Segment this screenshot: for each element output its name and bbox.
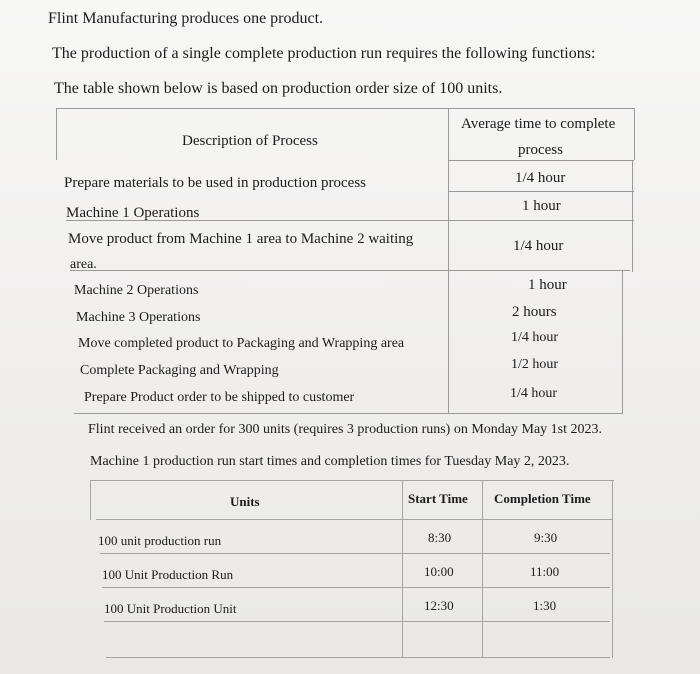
header-description: Description of Process [182, 133, 318, 149]
process-table [56, 108, 634, 413]
schedule-row-start: 10:00 [424, 564, 454, 579]
table-divider [104, 621, 610, 622]
table-border [56, 108, 634, 109]
table-divider [96, 519, 612, 520]
process-row-time: 1/4 hour [511, 330, 559, 345]
table-border [612, 480, 613, 658]
intro-line-1: Flint Manufacturing produces one product. [48, 10, 324, 27]
process-row-description: Complete Packaging and Wrapping [80, 363, 279, 378]
header-completion-time: Completion Time [494, 491, 591, 506]
schedule-row-units: 100 Unit Production Run [102, 567, 234, 582]
process-row-description: Machine 3 Operations [76, 310, 201, 325]
table-border [90, 480, 614, 481]
process-row-description: Machine 2 Operations [74, 283, 199, 298]
table-border [632, 160, 633, 272]
schedule-row-completion: 11:00 [530, 564, 560, 579]
order-info-line-1: Flint received an order for 300 units (requires 3 production runs) on Monday May 1st 2023. [88, 422, 603, 437]
header-start-time: Start Time [408, 491, 468, 506]
schedule-table [90, 480, 614, 658]
process-row-time: 1/4 hour [513, 238, 564, 254]
table-column-divider [448, 108, 449, 413]
process-row-description-cont: area. [70, 257, 97, 272]
schedule-row-completion: 9:30 [534, 530, 558, 545]
header-time-cont: process [518, 142, 563, 158]
table-column-divider [482, 480, 483, 658]
header-units: Units [230, 494, 260, 509]
process-row-time: 1/2 hour [511, 357, 559, 372]
header-time: Average time to complete [461, 116, 616, 132]
table-divider [448, 191, 634, 192]
schedule-row-units: 100 unit production run [98, 533, 222, 548]
process-row-description: Move completed product to Packaging and Wrapping area [78, 336, 405, 351]
process-row-time: 1 hour [528, 277, 567, 293]
process-row-time: 1 hour [522, 198, 561, 214]
process-row-description: Prepare materials to be used in production process [64, 175, 366, 191]
schedule-row-units: 100 Unit Production Unit [104, 601, 237, 616]
process-row-description: Move product from Machine 1 area to Machine 2 waiting [68, 231, 414, 247]
table-border [56, 108, 57, 160]
process-row-description: Machine 1 Operations [66, 205, 200, 221]
table-column-divider [402, 480, 403, 658]
table-border [634, 108, 635, 160]
table-divider [100, 553, 610, 554]
process-row-time: 1/4 hour [510, 386, 558, 401]
schedule-row-start: 12:30 [424, 598, 454, 613]
table-divider [102, 587, 610, 588]
process-row-time: 2 hours [512, 304, 557, 320]
order-info-line-2: Machine 1 production run start times and completion times for Tuesday May 2, 2023. [90, 454, 570, 469]
intro-line-3: The table shown below is based on production order size of 100 units. [54, 80, 503, 97]
table-border [74, 413, 622, 414]
table-divider [70, 270, 630, 271]
table-divider [448, 160, 634, 161]
process-row-description: Prepare Product order to be shipped to customer [84, 390, 355, 405]
table-border [622, 270, 623, 414]
schedule-row-completion: 1:30 [533, 598, 557, 613]
table-border [106, 657, 610, 658]
schedule-row-start: 8:30 [428, 530, 452, 545]
table-border [90, 480, 91, 520]
intro-line-2: The production of a single complete production run requires the following functions: [52, 45, 596, 62]
process-row-time: 1/4 hour [515, 170, 566, 186]
